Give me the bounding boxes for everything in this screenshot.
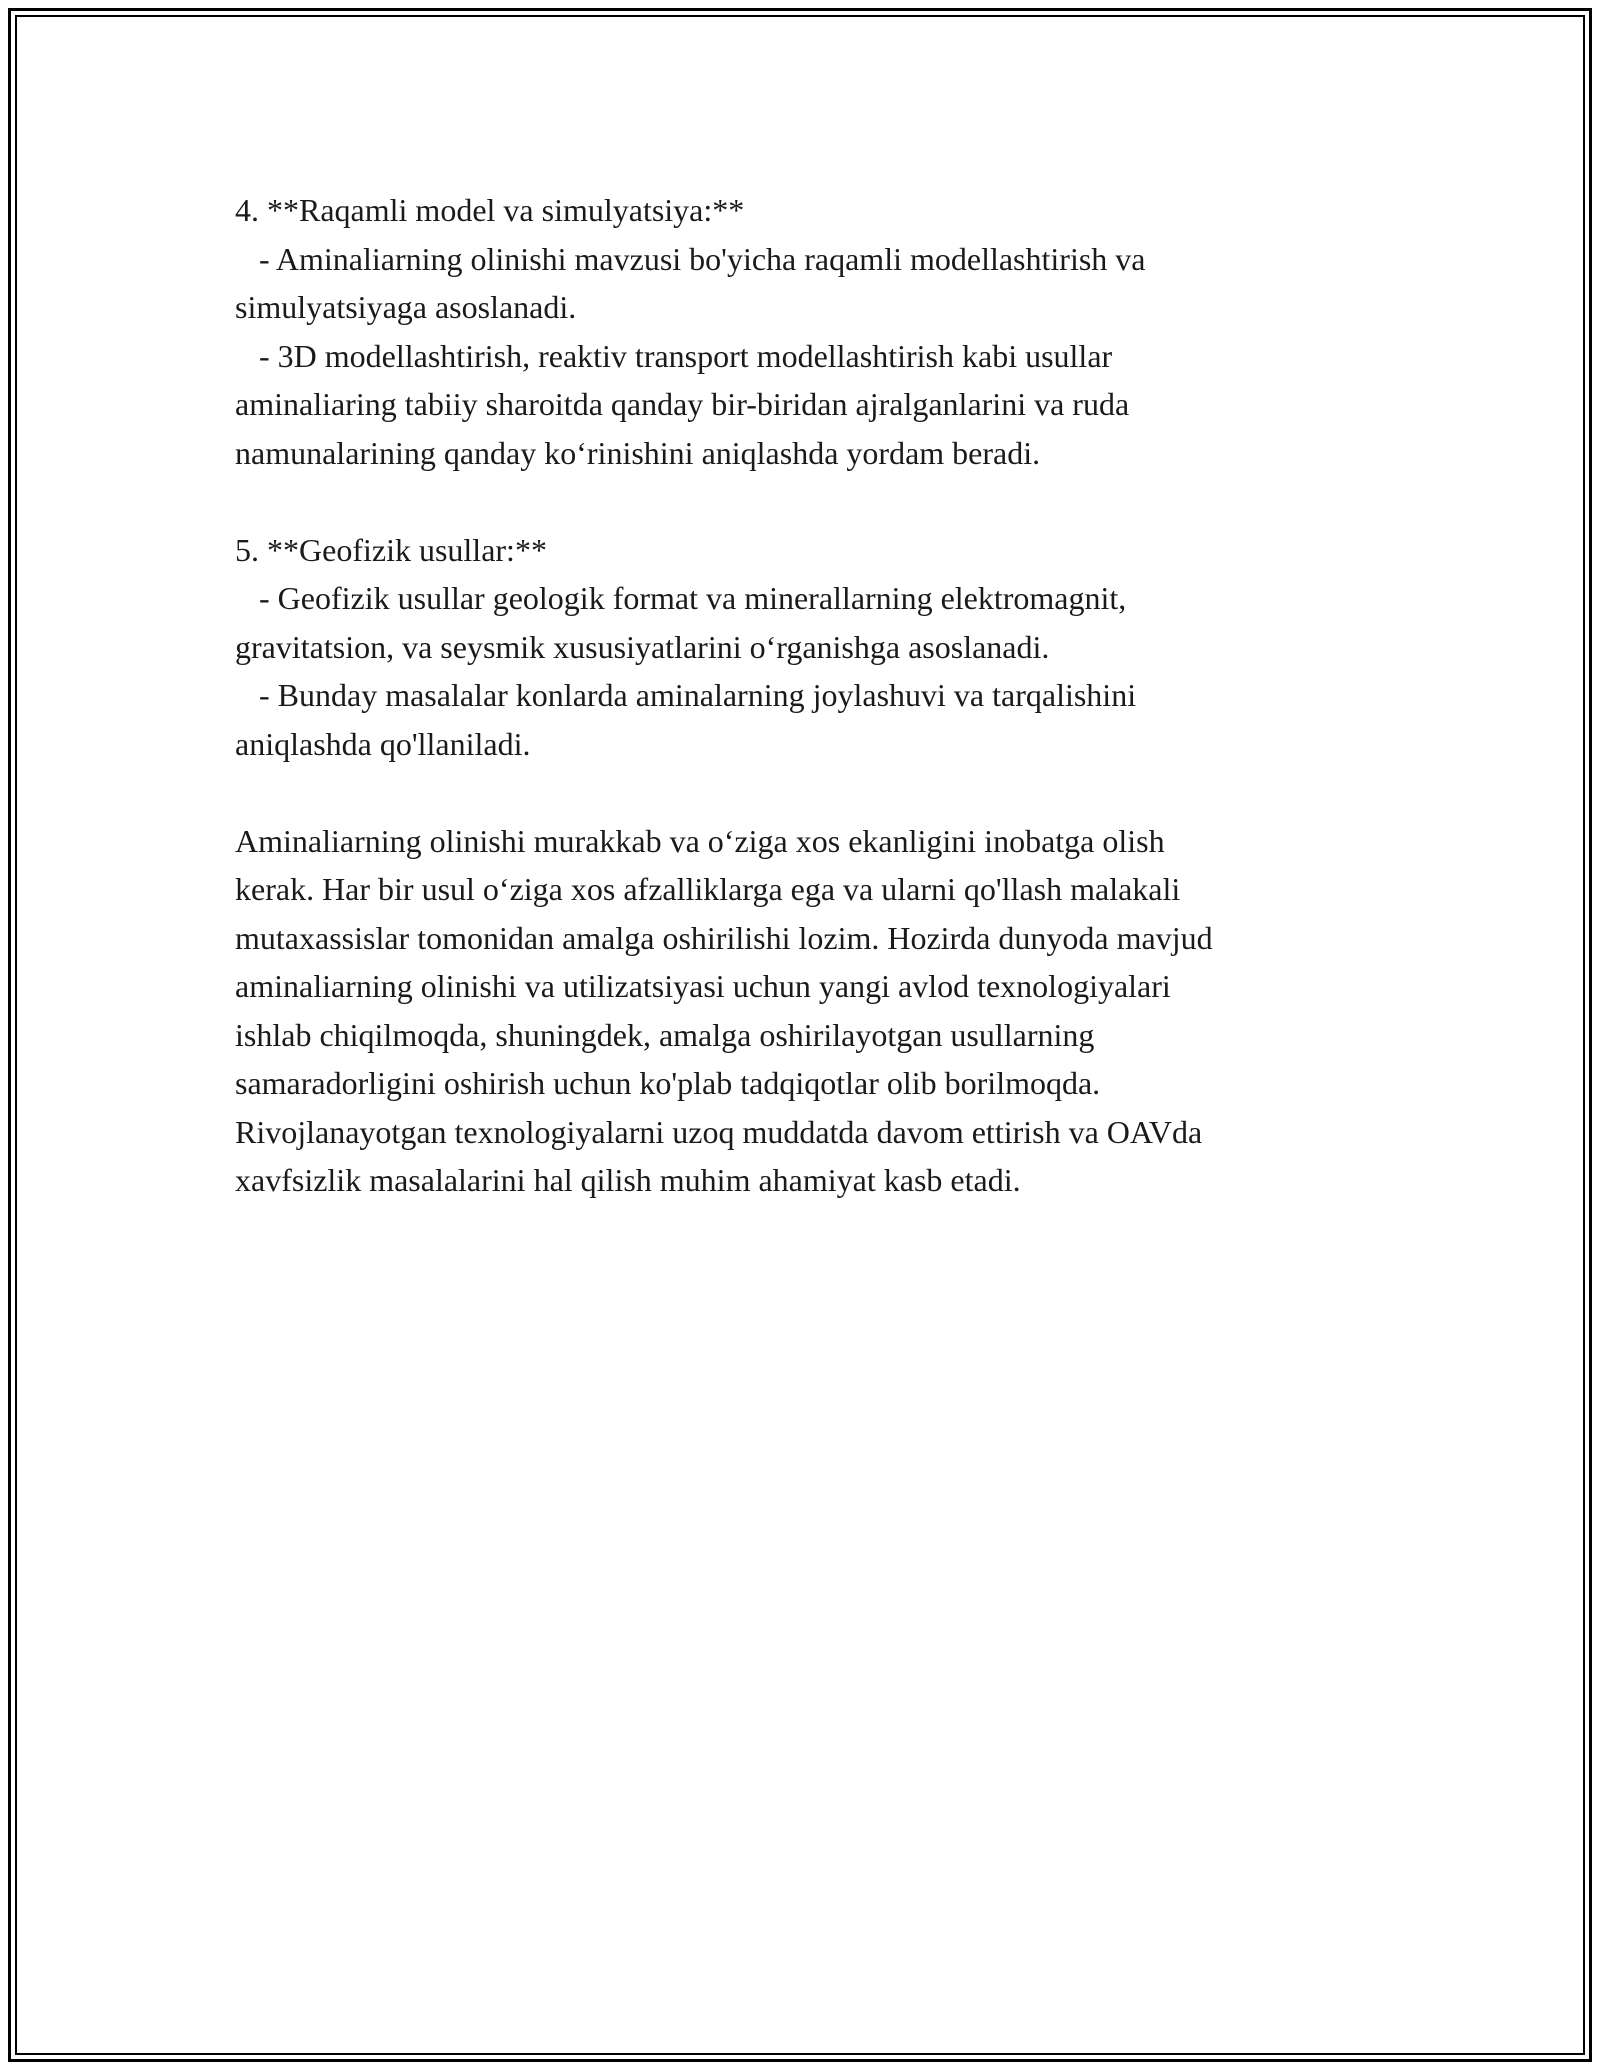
- text-line: simulyatsiyaga asoslanadi.: [235, 289, 577, 325]
- text-line: namunalarining qanday ko‘rinishini aniqlashda yordam beradi.: [235, 434, 1041, 471]
- text-line: aminaliaring tabiiy sharoitda qanday bir-biridan ajralganlarini va ruda: [235, 386, 1130, 422]
- text-line: - Aminaliarning olinishi mavzusi bo'yicha raqamli modellashtirish va: [235, 240, 1146, 277]
- text-line: aminaliarning olinishi va utilizatsiyasi uchun yangi avlod texnologiyalari: [235, 968, 1171, 1004]
- conclusion-paragraph: [235, 817, 1365, 1205]
- text-line: ishlab chiqilmoqda, shuningdek, amalga oshirilayotgan usullarning: [235, 1016, 1095, 1053]
- text-line: - Geofizik usullar geologik format va minerallarning elektromagnit,: [235, 580, 1127, 616]
- section-geofizik-usullar: [235, 526, 1365, 769]
- text-line: samaradorligini oshirish uchun ko'plab tadqiqotlar olib borilmoqda.: [235, 1065, 1101, 1101]
- text-line: aniqlashda qo'llaniladi.: [235, 725, 531, 762]
- paragraph-gap: [235, 768, 1365, 817]
- text-line: Aminaliarning olinishi murakkab va o‘ziga xos ekanligini inobatga olish: [235, 822, 1165, 859]
- text-line: Rivojlanayotgan texnologiyalarni uzoq muddatda davom ettirish va OAVda: [235, 1113, 1203, 1150]
- section-raqamli-model: [235, 186, 1365, 477]
- text-line: mutaxassislar tomonidan amalga oshirilishi lozim. Hozirda dunyoda mavjud: [235, 919, 1213, 956]
- text-line: - Bunday masalalar konlarda aminalarning joylashuvi va tarqalishini: [235, 677, 1137, 713]
- text-line: gravitatsion, va seysmik xususiyatlarini o‘rganishga asoslanadi.: [235, 628, 1050, 665]
- text-line: xavfsizlik masalalarini hal qilish muhim ahamiyat kasb etadi.: [235, 1162, 1021, 1198]
- text-line: kerak. Har bir usul o‘ziga xos afzalliklarga ega va ularni qo'llash malakali: [235, 871, 1181, 907]
- section-heading: 4. **Raqamli model va simulyatsiya:**: [235, 192, 745, 228]
- section-heading: 5. **Geofizik usullar:**: [235, 531, 547, 568]
- paragraph-gap: [235, 477, 1365, 526]
- text-line: - 3D modellashtirish, reaktiv transport modellashtirish kabi usullar: [235, 337, 1113, 374]
- document-body: [235, 186, 1365, 1205]
